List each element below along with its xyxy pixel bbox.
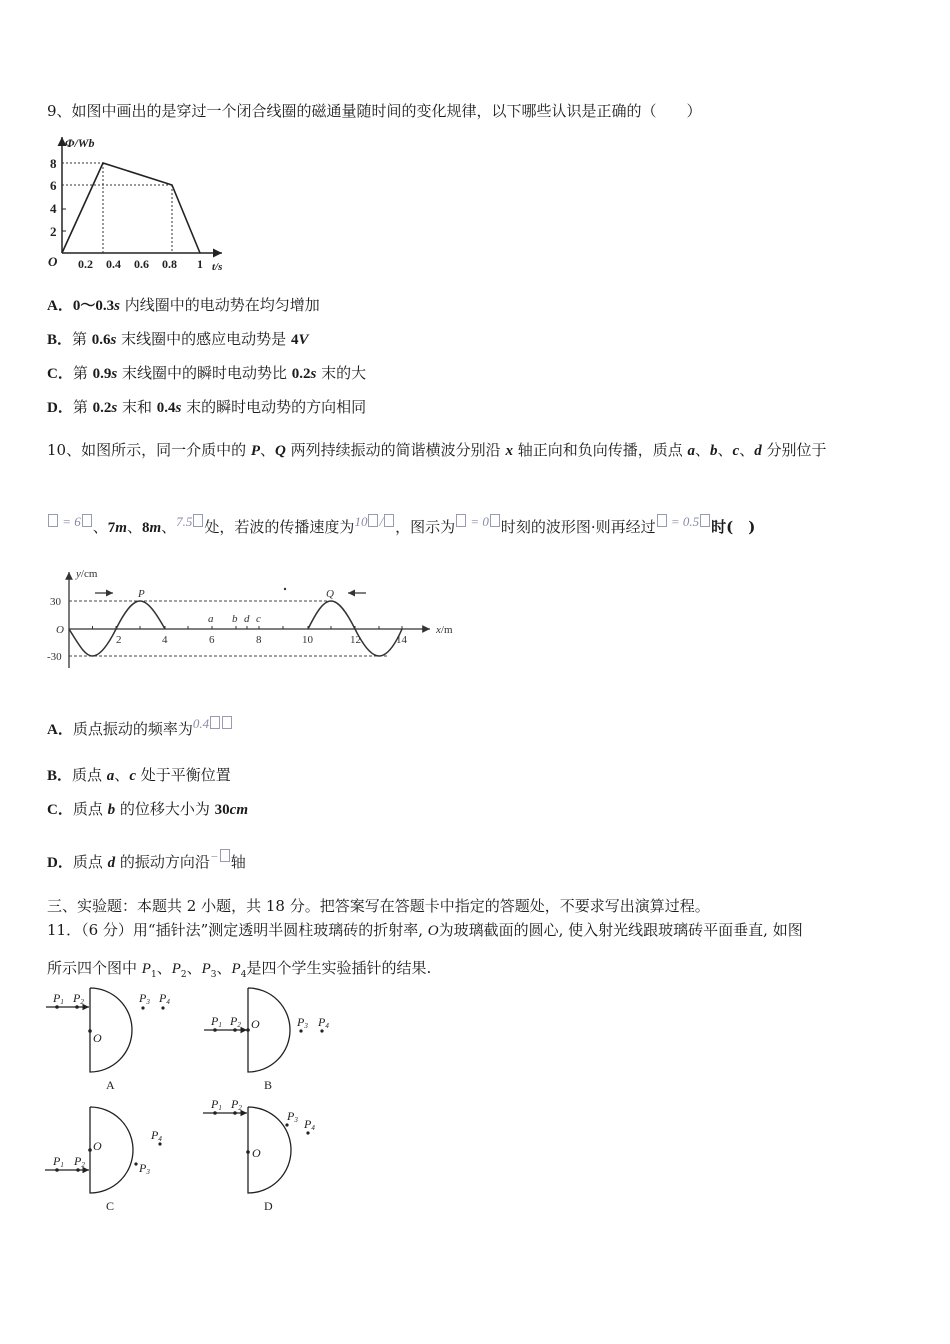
math-x-eq <box>47 514 93 529</box>
pin-sub: 1 <box>150 970 157 980</box>
option-text: 处于平衡位置 <box>135 766 231 784</box>
pin-label: P <box>201 961 211 977</box>
math-value: = 0.5 <box>670 514 700 529</box>
option-text: 第 <box>72 398 93 416</box>
svg-text:P4: P4 <box>159 991 170 1006</box>
time-range: 0～0.3 <box>72 298 115 314</box>
math-t1 <box>656 514 712 529</box>
value: 7 <box>107 520 116 536</box>
math-axis <box>210 849 231 864</box>
pin-label: P <box>231 961 241 977</box>
svg-text:P1: P1 <box>211 1014 222 1029</box>
answer-blank: 时( ) <box>711 518 756 536</box>
refraction-diagrams <box>40 980 340 1215</box>
svg-text:6: 6 <box>209 634 215 646</box>
separator: 、 <box>161 518 177 536</box>
math-75 <box>176 514 204 529</box>
svg-text:0.4: 0.4 <box>106 257 121 271</box>
option-text: 的位移大小为 <box>115 800 215 818</box>
svg-text:8: 8 <box>50 156 57 171</box>
svg-text:P2: P2 <box>230 1014 241 1029</box>
option-text: 的振动方向沿 <box>115 853 210 871</box>
svg-text:0.8: 0.8 <box>162 257 177 271</box>
option-text: 内线圈中的电动势在均匀增加 <box>119 296 320 314</box>
missing-glyph-icon <box>210 716 220 729</box>
point-d: d <box>107 855 116 871</box>
separator: 、 <box>186 959 202 977</box>
svg-text:P2: P2 <box>74 1154 85 1169</box>
svg-text:0.6: 0.6 <box>134 257 149 271</box>
unit: s <box>111 400 118 416</box>
option-text: 末的瞬时电动势的方向相同 <box>181 398 367 416</box>
option-label: B． <box>47 332 73 348</box>
q11-stem-line1 <box>47 920 803 941</box>
value: 8 <box>141 520 150 536</box>
option-text: 第 <box>72 364 93 382</box>
svg-text:b: b <box>232 613 238 625</box>
point-d: d <box>754 443 762 459</box>
wave-q: Q <box>275 443 286 459</box>
separator: 、 <box>216 959 232 977</box>
svg-text:d: d <box>244 613 250 625</box>
separator: 、 <box>156 959 172 977</box>
svg-text:12: 12 <box>350 634 361 646</box>
pin-label: P <box>141 961 151 977</box>
q9-stem: 9、如图中画出的是穿过一个闭合线圈的磁通量随时间的变化规律，以下哪些认识是正确的（ ） <box>47 102 702 120</box>
option-label: D． <box>47 400 73 416</box>
flux-time-graph <box>40 130 240 280</box>
unit: cm <box>229 802 248 818</box>
option-text: 轴 <box>230 853 246 871</box>
wave-graph <box>40 560 470 670</box>
point-b: b <box>107 802 116 818</box>
separator: 、 <box>126 518 142 536</box>
svg-text:P: P <box>138 588 145 600</box>
value: 0.2 <box>92 400 112 416</box>
option-label: C． <box>47 366 73 382</box>
point-a: a <box>687 443 695 459</box>
missing-glyph-icon <box>700 514 710 527</box>
svg-text:P3: P3 <box>287 1109 298 1124</box>
svg-text:P3: P3 <box>139 991 150 1006</box>
point-a: a <box>106 768 115 784</box>
stem-text: 轴正向和负向传播，质点 <box>512 441 688 459</box>
stem-text: 两列持续振动的简谐横波分别沿 <box>285 441 506 459</box>
math-value: 10 <box>354 514 368 529</box>
svg-text:O: O <box>48 254 58 269</box>
svg-text:t/s: t/s <box>212 261 223 273</box>
svg-text:c: c <box>256 613 261 625</box>
option-text: 末的大 <box>316 364 367 382</box>
option-text: 末线圈中的瞬时电动势比 <box>117 364 292 382</box>
missing-glyph-icon <box>193 514 203 527</box>
svg-text:y/cm: y/cm <box>76 568 98 580</box>
pin-sub: 2 <box>180 970 187 980</box>
unit: V <box>298 332 309 348</box>
math-value: 0.4 <box>192 716 210 731</box>
svg-text:P4: P4 <box>318 1015 329 1030</box>
separator: 、 <box>92 518 108 536</box>
svg-text:C: C <box>106 1199 115 1213</box>
svg-text:x/m: x/m <box>436 624 453 636</box>
option-label: B． <box>47 768 73 784</box>
svg-text:Φ/Wb: Φ/Wb <box>65 136 95 150</box>
missing-glyph-icon <box>220 849 230 862</box>
missing-glyph-icon <box>490 514 500 527</box>
math-value: 7.5 <box>176 514 193 529</box>
math-minus: − <box>209 849 219 864</box>
missing-glyph-icon <box>456 514 466 527</box>
stem-text: 分别位于 <box>761 441 827 459</box>
svg-text:O: O <box>252 1146 261 1160</box>
math-speed <box>354 514 395 529</box>
wave-p: P <box>250 443 261 459</box>
svg-text:30: 30 <box>50 596 61 608</box>
svg-text:P3: P3 <box>139 1161 150 1176</box>
svg-text:P2: P2 <box>231 1097 242 1112</box>
value: 30 <box>214 802 230 818</box>
svg-text:6: 6 <box>50 178 57 193</box>
section-3-heading: 三、实验题：本题共 2 小题，共 18 分。把答案写在答题卡中指定的答题处，不要求写出演算过程。 <box>47 897 710 915</box>
stem-text: 是四个学生实验插针的结果. <box>246 959 432 977</box>
svg-text:A: A <box>106 1078 115 1092</box>
svg-text:P1: P1 <box>53 991 64 1006</box>
point-c: c <box>129 768 136 784</box>
svg-text:-30: -30 <box>47 651 62 663</box>
svg-text:O: O <box>56 624 64 636</box>
value: 0.2 <box>291 366 311 382</box>
separator: 、 <box>260 441 276 459</box>
option-label: C． <box>47 802 73 818</box>
svg-text:Q: Q <box>326 588 334 600</box>
point-c: c <box>732 443 740 459</box>
unit: s <box>111 366 118 382</box>
svg-text:P2: P2 <box>73 991 84 1006</box>
stem-text: 时刻的波形图·则再经过 <box>500 518 656 536</box>
option-text: 质点 <box>72 800 108 818</box>
option-label: D． <box>47 855 73 871</box>
svg-text:P4: P4 <box>304 1117 315 1132</box>
q9-option-b[interactable] <box>47 329 308 350</box>
svg-text:O: O <box>93 1139 102 1153</box>
q9-option-a[interactable] <box>47 295 320 316</box>
stem-text: 10、如图所示，同一介质中的 <box>47 441 251 459</box>
q9-option-c[interactable] <box>47 363 366 384</box>
option-text: 质点振动的频率为 <box>72 720 193 738</box>
math-value: = 6 <box>62 514 81 529</box>
x-axis-var: x <box>505 443 513 459</box>
svg-text:14: 14 <box>396 634 407 646</box>
missing-glyph-icon <box>222 716 232 729</box>
svg-text:P4: P4 <box>151 1128 162 1143</box>
value: 0.4 <box>156 400 176 416</box>
svg-text:P3: P3 <box>297 1015 308 1030</box>
svg-text:8: 8 <box>256 634 262 646</box>
math-slash: / <box>379 514 384 529</box>
stem-text: 所示四个图中 <box>47 959 142 977</box>
stem-text: ，图示为 <box>395 518 456 536</box>
svg-text:P1: P1 <box>53 1154 64 1169</box>
missing-glyph-icon <box>657 514 667 527</box>
unit: s <box>110 332 117 348</box>
q10-stem-line1: 10、如图所示，同一介质中的 P、Q 两列持续振动的简谐横波分别沿 x 轴正向和负向传播，质点 a、b、c、d 分别位于 <box>47 441 827 459</box>
unit: s <box>310 366 317 382</box>
value: 0.9 <box>92 366 112 382</box>
missing-glyph-icon <box>82 514 92 527</box>
stem-text: 处，若波的传播速度为 <box>204 518 355 536</box>
option-label: A． <box>47 298 73 314</box>
unit: m <box>115 520 127 536</box>
unit: s <box>114 298 120 314</box>
option-text: 质点 <box>72 766 107 784</box>
q9-option-d[interactable] <box>47 397 366 418</box>
value: 4 <box>290 332 299 348</box>
svg-text:a: a <box>208 613 214 625</box>
stem-text: 为玻璃截面的圆心, 使入射光线跟玻璃砖平面垂直, 如图 <box>438 921 803 939</box>
q10-option-c[interactable] <box>47 799 248 820</box>
missing-glyph-icon <box>48 514 58 527</box>
math-t0 <box>455 514 501 529</box>
svg-text:B: B <box>264 1078 273 1092</box>
pin-label: P <box>171 961 181 977</box>
pin-sub: 4 <box>240 970 247 980</box>
svg-text:0.2: 0.2 <box>78 257 93 271</box>
svg-text:O: O <box>251 1017 260 1031</box>
option-text: 末线圈中的感应电动势是 <box>116 330 291 348</box>
svg-text:1: 1 <box>197 257 203 271</box>
value: 0.6 <box>91 332 111 348</box>
math-frequency <box>193 716 233 731</box>
stem-text: 11．（6 分）用“插针法”测定透明半圆柱玻璃砖的折射率, <box>47 921 428 939</box>
option-text: 第 <box>72 330 92 348</box>
option-label: A． <box>47 722 73 738</box>
missing-glyph-icon <box>384 514 394 527</box>
pin-sub: 3 <box>210 970 217 980</box>
unit: m <box>149 520 162 536</box>
point-b: b <box>710 443 718 459</box>
svg-text:2: 2 <box>116 634 122 646</box>
missing-glyph-icon <box>368 514 378 527</box>
svg-text:4: 4 <box>162 634 168 646</box>
svg-text:O: O <box>93 1031 102 1045</box>
option-text: 质点 <box>72 853 108 871</box>
separator: 、 <box>114 766 130 784</box>
math-value: = 0 <box>470 514 489 529</box>
svg-text:D: D <box>264 1199 273 1213</box>
svg-text:4: 4 <box>50 201 57 216</box>
option-text: 末和 <box>117 398 157 416</box>
svg-text:P1: P1 <box>211 1097 222 1112</box>
center-o: O <box>427 923 439 939</box>
q10-option-d[interactable] <box>47 847 246 873</box>
q10-stem-line2 <box>47 512 755 538</box>
svg-text:10: 10 <box>302 634 313 646</box>
q10-option-a[interactable] <box>47 714 233 740</box>
svg-text:2: 2 <box>50 224 57 239</box>
unit: s <box>175 400 182 416</box>
q10-option-b[interactable] <box>47 765 231 786</box>
